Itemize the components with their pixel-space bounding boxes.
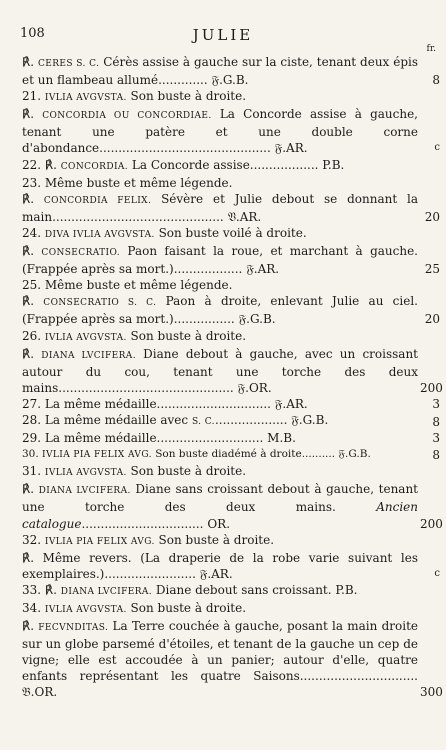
- metal-size-code: P.B.: [331, 582, 358, 597]
- metal-size-code: 𝔉.AR.: [195, 566, 233, 581]
- legend-text: CONSECRATIO.: [41, 248, 121, 259]
- entry-text: 24.: [22, 225, 45, 240]
- price-value: c: [434, 142, 440, 154]
- legend-text: CONCORDIA.: [60, 161, 129, 172]
- price-value: 200: [420, 380, 443, 395]
- catalogue-entry: [22, 430, 440, 446]
- entry-text: Son buste à droite.: [154, 532, 275, 547]
- entry-text: 32.: [22, 532, 45, 547]
- price-value: 3: [432, 396, 440, 411]
- metal-size-code: M.B.: [263, 431, 296, 446]
- entry-text: 23. Même buste et même légende.: [22, 175, 233, 190]
- legend-text: DIVA IVLIA AVGVSTA.: [44, 229, 155, 240]
- price-value: 8: [432, 414, 440, 429]
- catalogue-entry: [22, 463, 418, 481]
- entry-text: 30.: [22, 448, 43, 461]
- price-value: 8: [432, 448, 440, 463]
- entry-text: ℟.: [22, 619, 39, 634]
- metal-size-code: P.B.: [318, 157, 345, 172]
- entry-text: 26.: [22, 328, 45, 343]
- catalogue-entry: [22, 54, 440, 88]
- entry-text: Son buste à droite.: [126, 464, 247, 479]
- catalogue-entry: [22, 600, 418, 618]
- entry-text: 29. La même médaille............................: [22, 431, 264, 446]
- catalogue-entry: [22, 277, 418, 293]
- price-value: 3: [432, 431, 440, 446]
- legend-text: IVLIA AVGVSTA.: [44, 93, 127, 104]
- entry-text: ℟. Même revers. (La draperie de la robe varie suivant les exemplaires.)........................: [22, 550, 418, 581]
- entry-text: Son buste à droite.: [126, 328, 247, 343]
- metal-size-code: 𝔉.OR.: [233, 380, 272, 395]
- price-value: 200: [420, 516, 443, 531]
- page-header: [0, 26, 446, 44]
- entry-text: Diane debout à gauche, avec un croissant autour du cou, tenant une torche des deux mains..............................................: [22, 346, 418, 395]
- catalogue-entry: [22, 618, 443, 700]
- entry-text: 22. ℟.: [22, 157, 61, 172]
- catalogue-entry: [22, 88, 418, 106]
- legend-text: CERES S. C.: [37, 59, 100, 69]
- legend-text: DIANA LVCIFERA.: [41, 350, 136, 361]
- price-value: 20: [424, 312, 440, 327]
- metal-size-code: 𝔉.AR.: [270, 141, 308, 156]
- price-value: 300: [420, 685, 443, 700]
- entry-text: Paon faisant la roue, et marchant à gauche. (Frappée après sa mort.)..................: [22, 244, 419, 277]
- entry-text: ℟.: [22, 346, 42, 361]
- catalogue-entry: [22, 550, 440, 582]
- entry-text: ℟.: [22, 191, 44, 206]
- catalogue-entry: [22, 582, 418, 600]
- price-value: 20: [424, 209, 440, 224]
- entry-text: Son buste à droite.: [126, 601, 247, 615]
- catalogue-entry: [22, 293, 440, 327]
- entry-text: Diane debout sans croissant.: [152, 582, 332, 597]
- entry-text: ℟.: [22, 244, 42, 259]
- legend-text: CONSECRATIO S. C.: [43, 298, 157, 309]
- entry-text: Ancien catalogue: [22, 500, 418, 531]
- legend-text: DIANA LVCIFERA.: [60, 586, 153, 597]
- entry-text: 34.: [22, 601, 45, 615]
- metal-size-code: 𝔉.G.B.: [234, 312, 276, 327]
- legend-text: IVLIA AVGVSTA.: [44, 332, 127, 343]
- legend-text: IVLIA AVGVSTA.: [44, 605, 127, 615]
- metal-size-code: 𝔉.AR.: [242, 262, 280, 277]
- catalogue-entry: [22, 106, 440, 156]
- entry-text: La Concorde assise à gauche, tenant une patère et une double corne d'abondance.............................................: [22, 107, 418, 156]
- entry-text: Sévère et Julie debout se donnant la main.............................................: [22, 191, 418, 224]
- metal-size-code: 𝔉.G.B.: [207, 73, 249, 88]
- entry-text: Cérès assise à gauche sur la ciste, tenant deux épis et un flambeau allumé.............: [22, 55, 418, 88]
- catalogue-entry: [22, 191, 440, 225]
- catalogue-entry: [22, 396, 440, 412]
- entry-text: La Terre couchée à gauche, posant la main droite sur un globe parsemé d'étoiles, et tenant de la gauche un cep de vigne; elle est accoudée à un panier; autour d'elle, quatre enfants représentant les quatre Saisons...............................: [22, 619, 418, 684]
- entry-text: 27. La même médaille..............................: [22, 396, 271, 411]
- catalogue-entry: [22, 243, 440, 277]
- entry-text: 21.: [22, 89, 45, 104]
- legend-text: CONCORDIA FELIX.: [43, 195, 152, 206]
- entry-text: 33. ℟.: [22, 582, 61, 597]
- price-unit-label: fr.: [426, 44, 436, 54]
- catalogue-entry: [22, 328, 418, 346]
- catalogue-entry: [22, 412, 440, 430]
- entry-text: 25. Même buste et même légende.: [22, 278, 233, 293]
- price-value: c: [434, 567, 440, 579]
- legend-text: IVLIA AVGVSTA.: [44, 468, 127, 479]
- entry-text: 31.: [22, 464, 45, 479]
- entry-text: ................................: [81, 516, 204, 531]
- catalogue-entry: [22, 175, 418, 191]
- metal-size-code: OR.: [203, 516, 231, 531]
- entry-text: ...................: [214, 412, 288, 427]
- entry-text: 28. La même médaille avec: [22, 412, 192, 427]
- entry-text: Son buste voilé à droite.: [154, 225, 307, 240]
- legend-text: IVLIA PIA FELIX AVG.: [44, 536, 155, 547]
- metal-size-code: 𝔙.AR.: [223, 209, 262, 224]
- entry-text: ℟.: [22, 294, 44, 309]
- legend-text: IVLIA PIA FELIX AVG.: [42, 450, 152, 461]
- entry-text: Son buste diadémé à droite..........: [151, 448, 336, 461]
- catalogue-entries: [22, 54, 443, 701]
- legend-text: S. C.: [191, 416, 215, 427]
- metal-size-code: 𝔉.G.B.: [287, 412, 329, 427]
- price-value: 8: [432, 73, 440, 88]
- entry-text: ℟.: [22, 107, 43, 122]
- legend-text: CONCORDIA OU CONCORDIAE.: [42, 111, 212, 122]
- metal-size-code: 𝔅.OR.: [22, 685, 58, 700]
- entry-text: La Concorde assise..................: [128, 157, 319, 172]
- catalogue-entry: [22, 532, 418, 550]
- legend-text: DIANA LVCIFERA.: [38, 486, 131, 497]
- metal-size-code: 𝔉.G.B.: [335, 448, 371, 461]
- entry-text: Son buste à droite.: [126, 89, 247, 104]
- catalogue-entry: [22, 225, 418, 243]
- entry-text: Paon à droite, enlevant Julie au ciel. (Frappée après sa mort.)................: [22, 294, 418, 327]
- entry-text: ℟.: [22, 55, 38, 69]
- entry-text: Diane sans croissant debout à gauche, tenant une torche des deux mains.: [22, 482, 418, 515]
- catalogue-entry: [22, 446, 440, 463]
- price-value: 25: [424, 262, 440, 277]
- metal-size-code: 𝔉.AR.: [270, 396, 308, 411]
- page-number: 108: [20, 26, 45, 41]
- catalogue-entry: [22, 481, 443, 531]
- entry-text: ℟.: [22, 482, 39, 497]
- running-title: JULIE: [192, 26, 254, 44]
- catalogue-entry: [22, 157, 418, 175]
- catalogue-entry: [22, 346, 443, 396]
- legend-text: FECVNDITAS.: [38, 623, 109, 634]
